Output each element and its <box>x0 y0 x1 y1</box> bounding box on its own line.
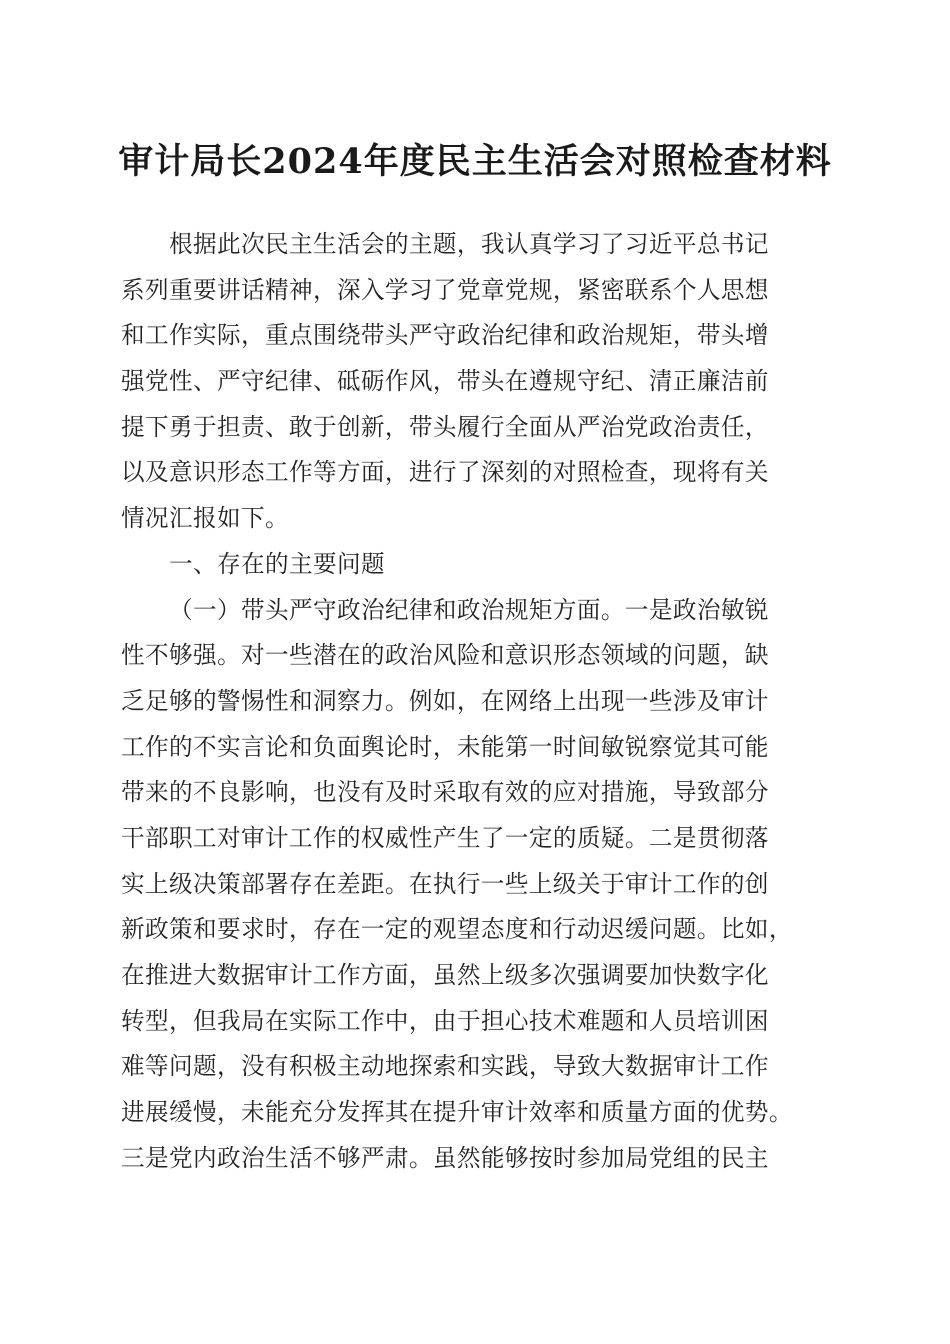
subsection-line: 工作的不实言论和负面舆论时，未能第一时间敏锐察觉其可能 <box>121 732 769 761</box>
document-title: 审计局长2024年度民主生活会对照检查材料 <box>118 141 832 182</box>
intro-line: 强党性、严守纪律、砥砺作风，带头在遵规守纪、清正廉洁前 <box>121 367 769 396</box>
subsection-line: 性不够强。对一些潜在的政治风险和意识形态领域的问题，缺 <box>121 641 769 670</box>
subsection-line: 实上级决策部署存在差距。在执行一些上级关于审计工作的创 <box>121 869 769 898</box>
intro-line: 提下勇于担责、敢于创新，带头履行全面从严治党政治责任， <box>121 412 769 441</box>
subsection-line: 新政策和要求时，存在一定的观望态度和行动迟缓问题。比如， <box>121 915 793 944</box>
intro-line: 情况汇报如下。 <box>121 504 289 533</box>
section-heading: 一、存在的主要问题 <box>169 549 385 578</box>
subsection-first-line-text: 一是政治敏锐 <box>624 595 769 624</box>
subsection-first-line <box>121 588 833 634</box>
document-body <box>121 222 833 1181</box>
subsection-heading: （一）带头严守政治纪律和政治规矩方面。 <box>169 595 625 624</box>
subsection-line: 转型，但我局在实际工作中，由于担心技术难题和人员培训困 <box>121 1006 769 1035</box>
subsection-line: 乏足够的警惕性和洞察力。例如，在网络上出现一些涉及审计 <box>121 686 769 715</box>
subsection-line: 进展缓慢，未能充分发挥其在提升审计效率和质量方面的优势。 <box>121 1098 793 1127</box>
intro-line: 系列重要讲话精神，深入学习了党章党规，紧密联系个人思想 <box>121 275 769 304</box>
subsection-line: 干部职工对审计工作的权威性产生了一定的质疑。二是贯彻落 <box>121 823 769 852</box>
subsection-line: 在推进大数据审计工作方面，虽然上级多次强调要加快数字化 <box>121 961 769 989</box>
intro-line: 以及意识形态工作等方面，进行了深刻的对照检查，现将有关 <box>121 458 769 487</box>
subsection-line: 带来的不良影响，也没有及时采取有效的应对措施，导致部分 <box>121 778 769 807</box>
intro-line: 和工作实际，重点围绕带头严守政治纪律和政治规矩，带头增 <box>121 321 769 350</box>
subsection-line: 三是党内政治生活不够严肃。虽然能够按时参加局党组的民主 <box>121 1143 769 1172</box>
subsection-line: 难等问题，没有积极主动地探索和实践，导致大数据审计工作 <box>121 1052 769 1081</box>
intro-line: 根据此次民主生活会的主题，我认真学习了习近平总书记 <box>169 230 769 258</box>
